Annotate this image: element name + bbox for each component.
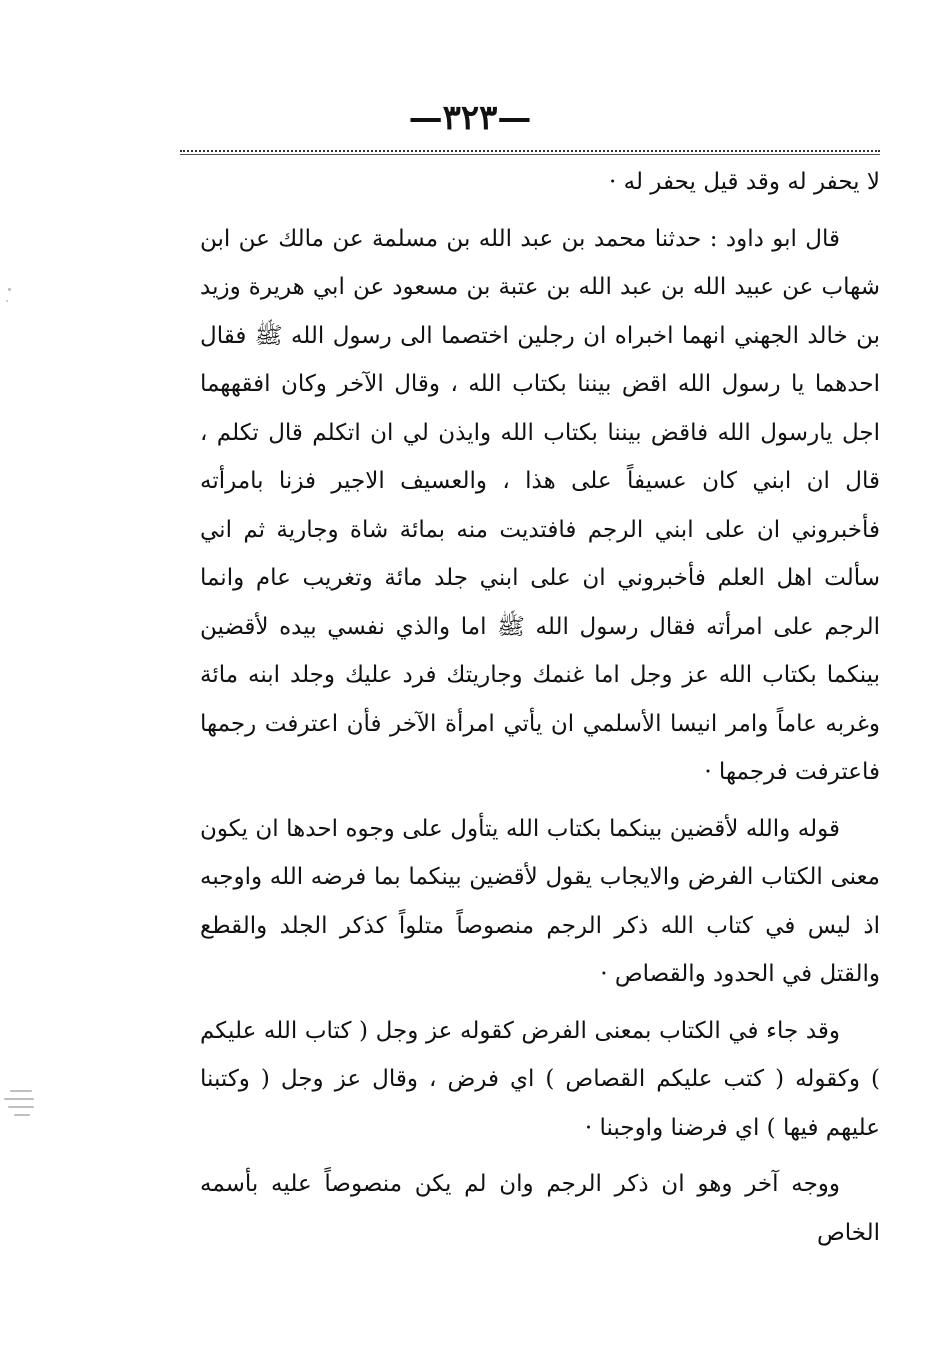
- scan-speck: [10, 1090, 32, 1092]
- header-divider: [180, 150, 880, 152]
- page-number: —٣٢٣—: [408, 98, 532, 138]
- scan-speck: [6, 300, 8, 302]
- paragraph-5: ووجه آخر وهو ان ذكر الرجم وان لم يكن منصوصاً عليه بأسمه الخاص: [200, 1171, 880, 1246]
- paragraph-1: لا يحفر له وقد قيل يحفر له ·: [609, 169, 880, 195]
- header-divider-line: [180, 154, 880, 155]
- scan-speck: [8, 1106, 34, 1108]
- body-text: [200, 158, 880, 1257]
- scan-speck: [14, 1114, 30, 1116]
- paragraph-3: قوله والله لأقضين بينكما بكتاب الله يتأول على وجوه احدها ان يكون معنى الكتاب الفرض والايجاب يقول لأقضين بينكما بما فرضه الله واوجبه اذ ليس في كتاب الله ذكر الرجم منصوصاً متلواً كذكر الجلد والقطع والقتل في الحدود والقصاص ·: [200, 815, 880, 987]
- scan-speck: [8, 288, 11, 291]
- scan-speck: [4, 1098, 34, 1100]
- paragraph-4: وقد جاء في الكتاب بمعنى الفرض كقوله عز وجل ( كتاب الله عليكم ) وكقوله ( كتب عليكم القصاص ) اي فرض ، وقال عز وجل ( وكتبنا عليهم فيها ) اي فرضنا واوجبنا ·: [200, 1017, 880, 1141]
- paragraph-2: قال ابو داود : حدثنا محمد بن عبد الله بن مسلمة عن مالك عن ابن شهاب عن عبيد الله بن عبد الله بن عتبة بن مسعود عن ابي هريرة وزيد بن خالد الجهني انهما اخبراه ان رجلين اختصما الى رسول الله ﷺ فقال احدهما يا رسول الله اقض بيننا بكتاب الله ، وقال الآخر وكان افقههما اجل يارسول الله فاقض بيننا بكتاب الله وايذن لي ان اتكلم قال تكلم ، قال ان ابني كان عسيفاً على هذا ، والعسيف الاجير فزنا بامرأته فأخبروني ان على ابني الرجم فافتديت منه بمائة شاة وجارية ثم اني سألت اهل العلم فأخبروني ان على ابني جلد مائة وتغريب عام وانما الرجم على امرأته فقال رسول الله ﷺ اما والذي نفسي بيده لأقضين بينكما بكتاب الله عز وجل اما غنمك وجاريتك فرد عليك وجلد ابنه مائة وغربه عاماً وامر انيسا الأسلمي ان يأتي امرأة الآخر فأن اعترفت رجمها فاعترفت فرجمها ·: [200, 225, 880, 785]
